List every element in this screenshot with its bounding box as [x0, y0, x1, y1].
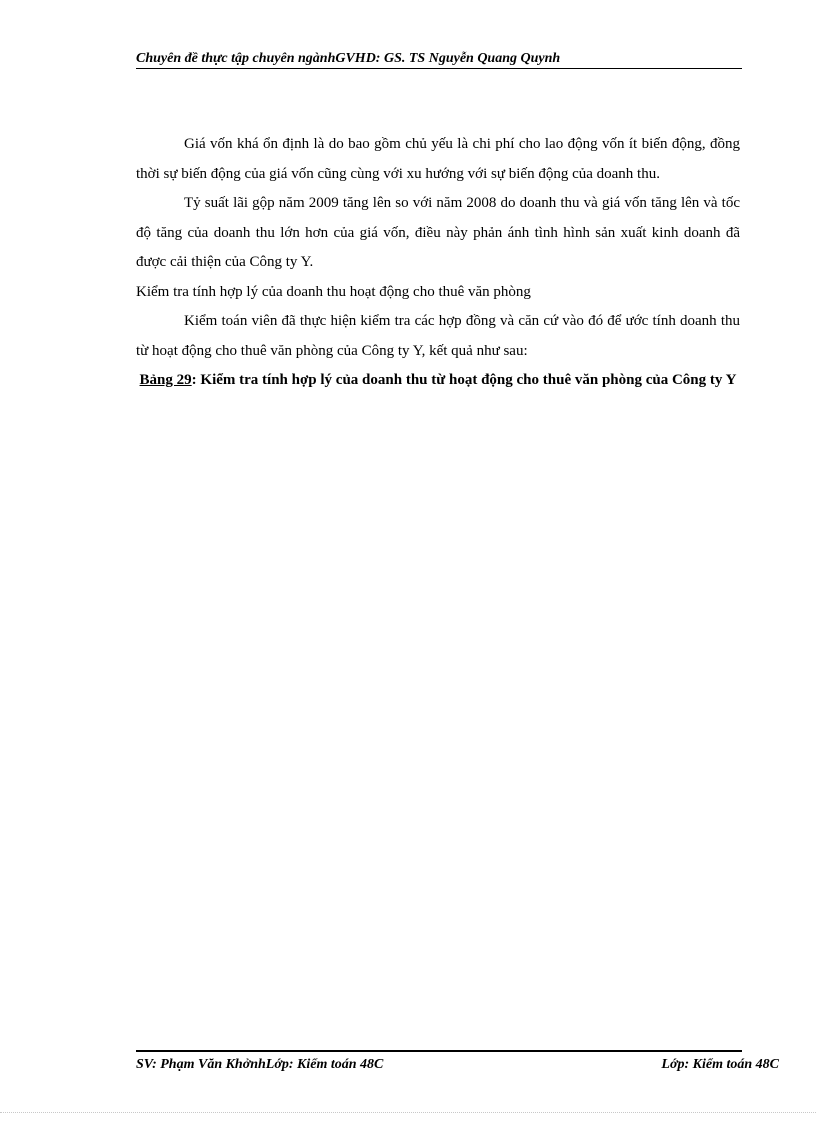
table-caption-text: : Kiểm tra tính hợp lý của doanh thu từ hoạt động cho thuê văn phòng của Công ty Y: [191, 372, 737, 388]
document-body: [136, 130, 740, 396]
footer-student: SV: Phạm Văn KhởnhLớp: Kiểm toán 48C: [136, 1057, 384, 1072]
table-caption-label: Bảng 29: [139, 372, 192, 388]
section-heading-revenue-check: Kiểm tra tính hợp lý của doanh thu hoạt động cho thuê văn phòng: [136, 283, 531, 300]
footer-class: Lớp: Kiểm toán 48C: [661, 1057, 779, 1072]
paragraph-cost-stability: Giá vốn khá ổn định là do bao gồm chủ yếu là chi phí cho lao động vốn ít biến động, đồng thời sự biến động của giá vốn cũng cùng với xu hướng với sự biến động của doanh thu.: [136, 136, 740, 182]
paragraph-gross-margin: Tỷ suất lãi gộp năm 2009 tăng lên so với năm 2008 do doanh thu và giá vốn tăng lên và tốc độ tăng của doanh thu lớn hơn của giá vốn, điều này phản ánh tình hình sản xuất kinh doanh đã được cải thiện của Công ty Y.: [136, 195, 740, 270]
page-header: Chuyên đề thực tập chuyên ngànhGVHD: GS. TS Nguyễn Quang Quynh: [136, 51, 561, 66]
paragraph-auditor-procedure: Kiểm toán viên đã thực hiện kiểm tra các hợp đồng và căn cứ vào đó để ước tính doanh thu từ hoạt động cho thuê văn phòng của Công ty Y, kết quả như sau:: [136, 313, 740, 359]
footer-divider: [136, 1050, 742, 1052]
table-caption: [136, 366, 740, 396]
page-bottom-edge: [0, 1112, 816, 1113]
header-divider: [136, 68, 742, 69]
